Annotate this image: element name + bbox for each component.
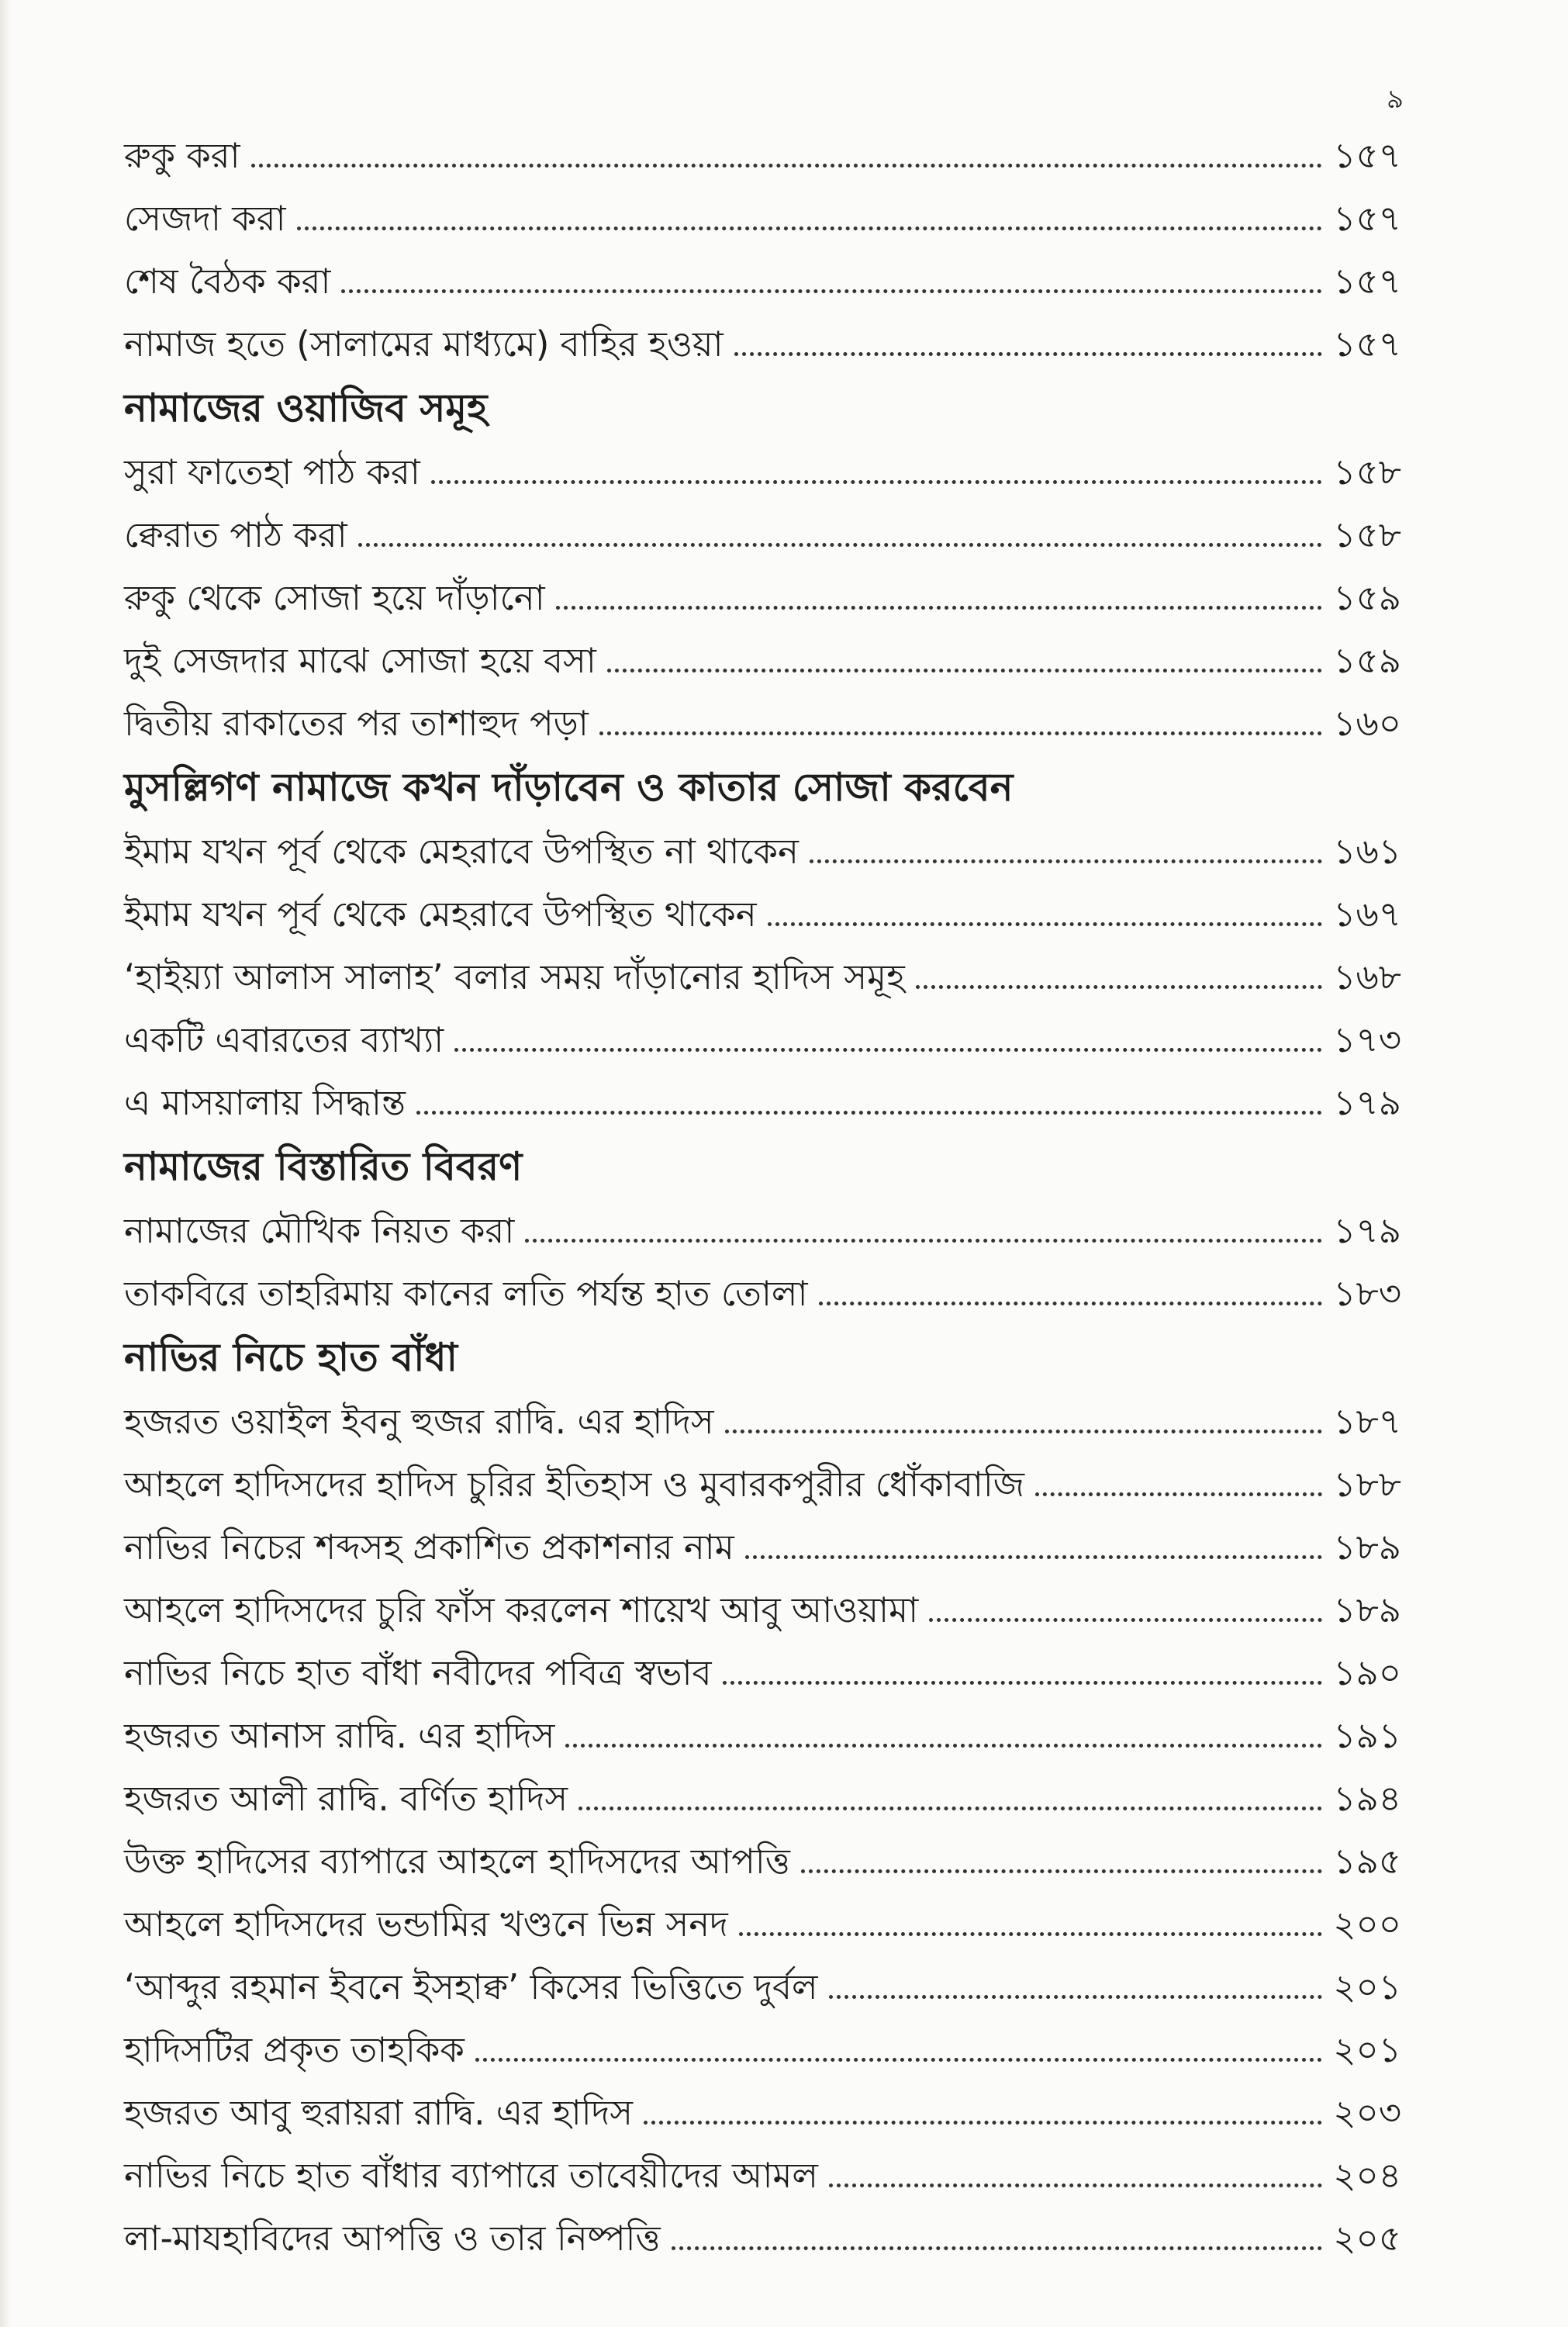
toc-entry-title: একটি এবারতের ব্যাখ্যা — [124, 1019, 444, 1060]
toc-entry-title: আহলে হাদিসদের হাদিস চুরির ইতিহাস ও মুবারকপুরীর ধোঁকাবাজি — [124, 1464, 1024, 1505]
dot-leader — [358, 543, 1322, 547]
toc-entry-title: নাভির নিচের শব্দসহ প্রকাশিত প্রকাশনার নাম — [124, 1527, 734, 1568]
dot-leader — [739, 1932, 1322, 1936]
dot-leader — [556, 606, 1322, 610]
toc-entry — [124, 946, 1401, 1008]
dot-leader — [579, 1807, 1322, 1810]
toc-entry-title: নামাজের মৌখিক নিয়ত করা — [124, 1210, 515, 1251]
table-of-contents — [124, 124, 1401, 2270]
toc-entry — [124, 883, 1401, 946]
toc-entry-page: ২০১ — [1333, 1966, 1401, 2007]
toc-entry-page: ১৭৯ — [1333, 1082, 1401, 1123]
toc-entry-page: ১৫৮ — [1333, 451, 1401, 493]
toc-entry — [124, 1262, 1401, 1325]
toc-entry — [124, 2018, 1401, 2081]
toc-entry-title: শেষ বৈঠক করা — [124, 261, 331, 302]
dot-leader — [734, 352, 1322, 356]
toc-entry-page: ১৫৭ — [1333, 261, 1401, 302]
toc-entry-title: উক্ত হাদিসের ব্যাপারে আহলে হাদিসদের আপত্তি — [124, 1841, 790, 1882]
dot-leader — [768, 922, 1322, 926]
dot-leader — [599, 731, 1322, 735]
dot-leader — [475, 2058, 1322, 2062]
toc-entry-title: আহলে হাদিসদের চুরি ফাঁস করলেন শায়েখ আবু আওয়ামা — [124, 1589, 919, 1630]
toc-entry — [124, 187, 1401, 250]
toc-entry-title: আহলে হাদিসদের ভন্ডামির খণ্ডনে ভিন্ন সনদ — [124, 1903, 728, 1945]
toc-entry-page: ১৭৩ — [1333, 1019, 1401, 1060]
dot-leader — [565, 1744, 1322, 1748]
dot-leader — [829, 1995, 1322, 1999]
toc-entry — [124, 1390, 1401, 1453]
toc-entry — [124, 124, 1401, 187]
toc-entry-page: ২০১ — [1333, 2029, 1401, 2070]
toc-entry — [124, 1453, 1401, 1516]
toc-entry — [124, 1955, 1401, 2018]
toc-entry-page: ২০৫ — [1333, 2218, 1401, 2259]
toc-entry — [124, 692, 1401, 755]
toc-entry-page: ১৭৯ — [1333, 1210, 1401, 1251]
toc-entry — [124, 1704, 1401, 1767]
toc-entry — [124, 629, 1401, 692]
toc-entry-title: হজরত ওয়াইল ইবনু হুজর রাদ্বি. এর হাদিস — [124, 1401, 714, 1442]
toc-entry — [124, 1830, 1401, 1893]
dot-leader — [829, 2184, 1322, 2187]
section-heading: মুসল্লিগণ নামাজে কখন দাঁড়াবেন ও কাতার সোজা করবেন — [124, 765, 1014, 810]
toc-entry-page: ১৮৯ — [1333, 1589, 1401, 1630]
dot-leader — [251, 164, 1322, 168]
toc-entry-page: ১৫৯ — [1333, 640, 1401, 681]
toc-entry-title: নামাজ হতে (সালামের মাধ্যমে) বাহির হওয়া — [124, 323, 724, 365]
toc-entry-title: হজরত আবু হুরায়রা রাদ্বি. এর হাদিস — [124, 2092, 633, 2133]
toc-entry — [124, 2207, 1401, 2270]
toc-entry — [124, 1516, 1401, 1578]
toc-entry-page: ১৬৭ — [1333, 894, 1401, 935]
toc-entry-title: তাকবিরে তাহরিমায় কানের লতি পর্যন্ত হাত তোলা — [124, 1273, 808, 1314]
dot-leader — [672, 2246, 1322, 2250]
dot-leader — [297, 226, 1322, 230]
toc-entry-page: ২০৩ — [1333, 2092, 1401, 2133]
dot-leader — [607, 669, 1322, 673]
dot-leader — [1035, 1492, 1322, 1496]
toc-entry-page: ১৯১ — [1333, 1715, 1401, 1756]
toc-entry-title: লা-মাযহাবিদের আপত্তি ও তার নিষ্পত্তি — [124, 2218, 661, 2259]
dot-leader — [431, 480, 1322, 484]
dot-leader — [525, 1239, 1322, 1243]
section-heading: নাভির নিচে হাত বাঁধা — [124, 1335, 458, 1380]
toc-entry — [124, 503, 1401, 566]
dot-leader — [341, 289, 1322, 293]
toc-entry-title: নাভির নিচে হাত বাঁধা নবীদের পবিত্র স্বভাব — [124, 1652, 712, 1693]
toc-entry-page: ১৮৩ — [1333, 1273, 1401, 1314]
dot-leader — [454, 1048, 1322, 1052]
toc-entry-title: হজরত আলী রাদ্বি. বর্ণিত হাদিস — [124, 1778, 568, 1819]
toc-entry-page: ১৯৪ — [1333, 1778, 1401, 1819]
dot-leader — [725, 1430, 1322, 1433]
toc-entry — [124, 820, 1401, 883]
toc-entry-title: হাদিসটির প্রকৃত তাহকিক — [124, 2029, 465, 2070]
toc-entry-page: ১৬১ — [1333, 831, 1401, 872]
toc-entry-page: ১৫৭ — [1333, 323, 1401, 365]
toc-entry-title: রুকু থেকে সোজা হয়ে দাঁড়ানো — [124, 577, 545, 618]
section-heading: নামাজের বিস্তারিত বিবরণ — [124, 1144, 523, 1189]
toc-entry — [124, 313, 1401, 375]
toc-entry-title: নাভির নিচে হাত বাঁধার ব্যাপারে তাবেয়ীদের আমল — [124, 2155, 818, 2196]
toc-entry-title: দুই সেজদার মাঝে সোজা হয়ে বসা — [124, 640, 596, 681]
dot-leader — [819, 1302, 1323, 1305]
toc-entry — [124, 1199, 1401, 1262]
toc-entry — [124, 2144, 1401, 2207]
toc-entry-page: ১৫৭ — [1333, 198, 1401, 239]
toc-entry-page: ২০০ — [1333, 1903, 1401, 1945]
toc-entry-page: ১৮৯ — [1333, 1527, 1401, 1568]
dot-leader — [745, 1555, 1322, 1559]
toc-entry-page: ১৫৯ — [1333, 577, 1401, 618]
toc-entry-page: ১৮৮ — [1333, 1464, 1401, 1505]
toc-entry — [124, 566, 1401, 629]
toc-entry-title: ইমাম যখন পূর্ব থেকে মেহরাবে উপস্থিত না থাকেন — [124, 831, 799, 872]
dot-leader — [916, 985, 1322, 989]
toc-entry-title: সুরা ফাতেহা পাঠ করা — [124, 451, 420, 493]
dot-leader — [929, 1618, 1322, 1622]
toc-entry-title: হজরত আনাস রাদ্বি. এর হাদিস — [124, 1715, 555, 1756]
page-number: ৯ — [1386, 84, 1404, 115]
toc-entry — [124, 441, 1401, 503]
toc-entry-page: ১৯৫ — [1333, 1841, 1401, 1882]
dot-leader — [644, 2121, 1322, 2125]
toc-entry-title: ‘আব্দুর রহমান ইবনে ইসহাক্ব’ কিসের ভিত্তিতে দুর্বল — [124, 1966, 818, 2007]
toc-entry-title: এ মাসয়ালায় সিদ্ধান্ত — [124, 1082, 406, 1123]
toc-entry-page: ১৫৭ — [1333, 135, 1401, 176]
toc-entry-page: ১৮৭ — [1333, 1401, 1401, 1442]
toc-entry-page: ২০৪ — [1333, 2155, 1401, 2196]
toc-entry-page: ১৫৮ — [1333, 514, 1401, 555]
toc-entry — [124, 1071, 1401, 1134]
toc-entry — [124, 1641, 1401, 1704]
toc-entry — [124, 1893, 1401, 1955]
toc-entry-title: সেজদা করা — [124, 198, 286, 239]
toc-entry-title: ‘হাইয়্যা আলাস সালাহ’ বলার সময় দাঁড়ানোর হাদিস সমূহ — [124, 956, 905, 998]
toc-entry-page: ১৬০ — [1333, 703, 1401, 744]
dot-leader — [416, 1111, 1322, 1115]
toc-entry — [124, 1767, 1401, 1830]
toc-entry-title: রুকু করা — [124, 135, 240, 176]
dot-leader — [810, 859, 1322, 863]
section-heading: নামাজের ওয়াজিব সমূহ — [124, 386, 488, 430]
toc-entry-page: ১৯০ — [1333, 1652, 1401, 1693]
toc-entry-title: দ্বিতীয় রাকাতের পর তাশাহুদ পড়া — [124, 703, 589, 744]
toc-entry — [124, 1578, 1401, 1641]
toc-entry-title: ক্বেরাত পাঠ করা — [124, 514, 347, 555]
toc-entry-page: ১৬৮ — [1333, 956, 1401, 998]
dot-leader — [723, 1681, 1322, 1685]
toc-entry — [124, 1008, 1401, 1071]
toc-entry-title: ইমাম যখন পূর্ব থেকে মেহরাবে উপস্থিত থাকেন — [124, 894, 757, 935]
toc-entry — [124, 2081, 1401, 2144]
toc-entry — [124, 250, 1401, 313]
dot-leader — [801, 1869, 1322, 1873]
